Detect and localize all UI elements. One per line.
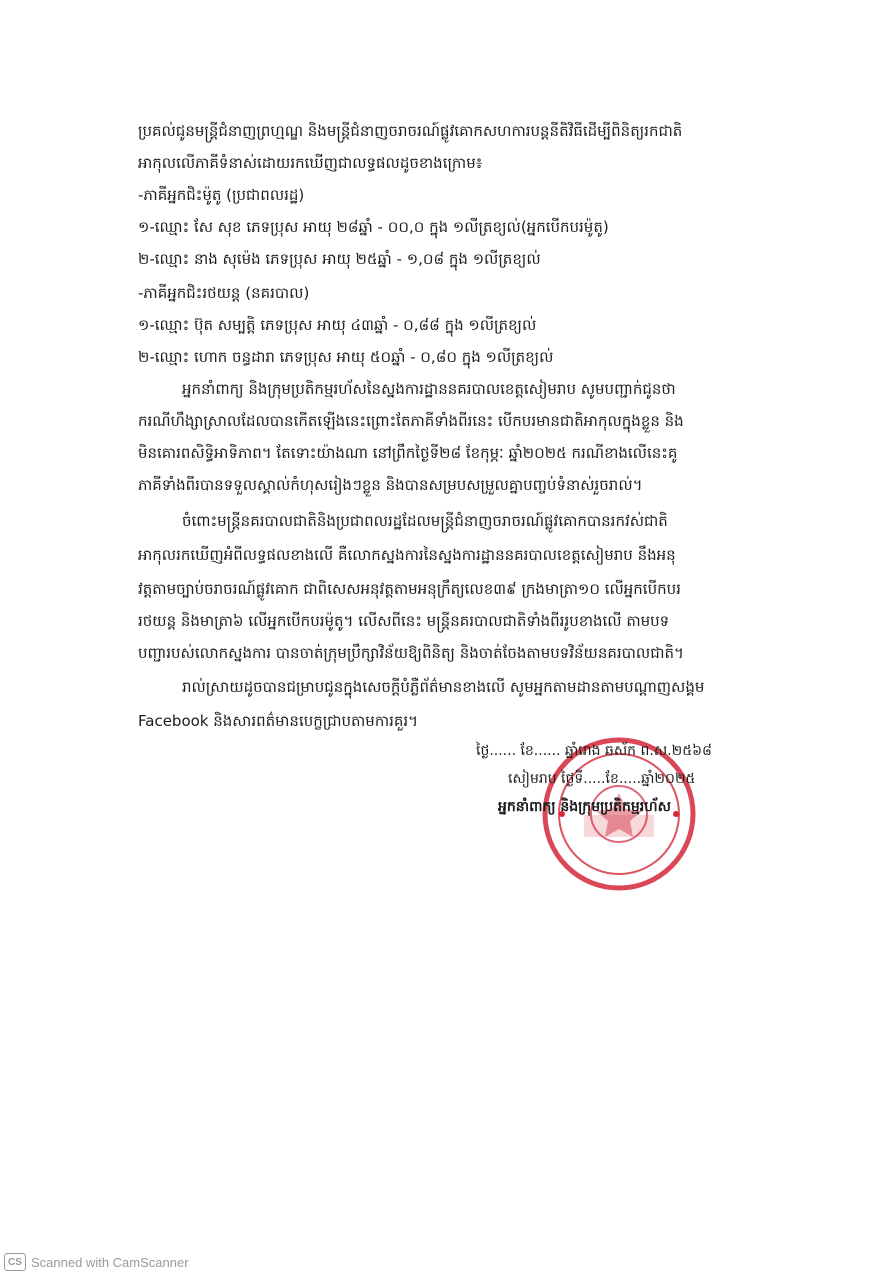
car-party-2: ២-ឈ្មោះ ហោក ចន្ធដារា ភេទប្រុស អាយុ ៥០ឆ្នាំ - ០,៨០ ក្នុង ១លីត្រខ្យល់ [138,348,554,366]
paragraph-3-line-3: វត្តតាមច្បាប់ចរាចរណ៍ផ្លូវគោក ជាពិសេសអនុវត្តតាមអនុក្រឹត្យលេខ៣៩ ក្រងមាត្រា១០ លើអ្នកបើកបរ [138,580,681,598]
paragraph-2-line-1: អ្នកនាំពាក្យ និងក្រុមប្រតិកម្មរហ័សនៃស្នងការដ្ឋាននគរបាលខេត្តសៀមរាប សូមបញ្ជាក់ជូនថា [182,380,676,398]
solar-date: សៀមរាប ថ្ងៃទី.....ខែ.....ឆ្នាំ២០២៥ [508,771,696,787]
car-party-1: ១-ឈ្មោះ ប៊ុត សម្បត្តិ ភេទប្រុស អាយុ ៤៣ឆ្នាំ - ០,៨៨ ក្នុង ១លីត្រខ្យល់ [138,316,537,334]
lunar-date: ថ្ងៃ...... ខែ...... ឆ្នាំរោង ឆស័ក ព.ស.២៥៦៨ [476,743,712,759]
paragraph-4-line-1: រាល់ស្រាយដូចបានជម្រាបជូនក្នុងសេចក្ដីបំភ្លឺព័ត៌មានខាងលើ សូមអ្នកតាមដានតាមបណ្ដាញសង្គម [182,678,705,696]
paragraph-2-line-2: ករណីហឹង្សាស្រាលដែលបានកើតឡើងនេះព្រោះតែភាគីទាំងពីរនេះ បើកបរមានជាតិអាកុលក្នុងខ្លួន និង [138,412,684,430]
signatory-title: អ្នកនាំពាក្យ និងក្រុមប្រតិកម្មរហ័ស [498,799,671,815]
paragraph-4-line-2: Facebook និងសារពត៌មានបេក្ខជ្រាបតាមការគួរ។ [138,712,419,730]
watermark-text: Scanned with CamScanner [31,1254,189,1270]
body-line-1: ប្រគល់ជូនមន្រ្តីជំនាញព្រហ្មណ្ឌ និងមន្រ្តីជំនាញចរាចរណ៍ផ្លូវគោកសហការបន្តនីតិវិធីដើម្បីពិនិត្យរកជាតិ [138,122,683,140]
paragraph-2-line-4: ភាគីទាំងពីរបានទទួលស្គាល់កំហុសរៀងៗខ្លួន និងបានសម្របសម្រួលគ្នាបញ្ចប់ទំនាស់រួចរាល់។ [138,476,643,494]
paragraph-3-line-5: បញ្ជារបស់លោកស្នងការ បានចាត់ក្រុមប្រឹក្សាវិន័យឱ្យពិនិត្យ និងចាត់ចែងតាមបទវិន័យនគរបាលជាតិ។ [138,644,684,662]
scanner-watermark [4,1253,189,1271]
paragraph-2-line-3: មិនគោរពសិទ្ធិអាទិភាព។ តែទោះយ៉ាងណា នៅព្រឹកថ្ងៃទី២៨ ខែកុម្ភៈ ឆ្នាំ២០២៥ ករណីខាងលើនេះគូ [138,444,678,462]
party-heading-car: -ភាគីអ្នកជិះរថយន្ត (នគរបាល) [138,284,310,302]
body-line-2: អាកុលលើភាគីទំនាស់ដោយរកឃើញជាលទ្ធផលដូចខាងក្រោម៖ [138,154,483,172]
party-heading-motorbike: -ភាគីអ្នកជិះម៉ូតូ (ប្រជាពលរដ្ឋ) [138,186,305,204]
paragraph-3-line-4: រថយន្ត និងមាត្រា៦ លើអ្នកបើកបរម៉ូតូ។ លើសពីនេះ មន្រ្តីនគរបាលជាតិទាំងពីររូបខាងលើ តាមបទ [138,612,670,630]
paragraph-3-line-1: ចំពោះមន្រ្តីនគរបាលជាតិនិងប្រជាពលរដ្ឋដែលមន្ត្រីជំនាញចរាចរណ៍ផ្លូវគោកបានរកវស់ជាតិ [182,512,668,530]
camscanner-logo: CS [4,1253,26,1271]
motorbike-party-2: ២-ឈ្មោះ នាង សុម៉េង ភេទប្រុស អាយុ ២៥ឆ្នាំ - ១,០៨ ក្នុង ១លីត្រខ្យល់ [138,250,541,268]
paragraph-3-line-2: អាកុលរកឃើញអំពីលទ្ធផលខាងលើ គឺលោកស្នងការនៃស្នងការដ្ឋាននគរបាលខេត្តសៀមរាប នឹងអនុ [138,546,676,564]
motorbike-party-1: ១-ឈ្មោះ សែ សុខ ភេទប្រុស អាយុ ២៨ឆ្នាំ - ០០,០ ក្នុង ១លីត្រខ្យល់(អ្នកបើកបរម៉ូតូ) [138,218,609,236]
